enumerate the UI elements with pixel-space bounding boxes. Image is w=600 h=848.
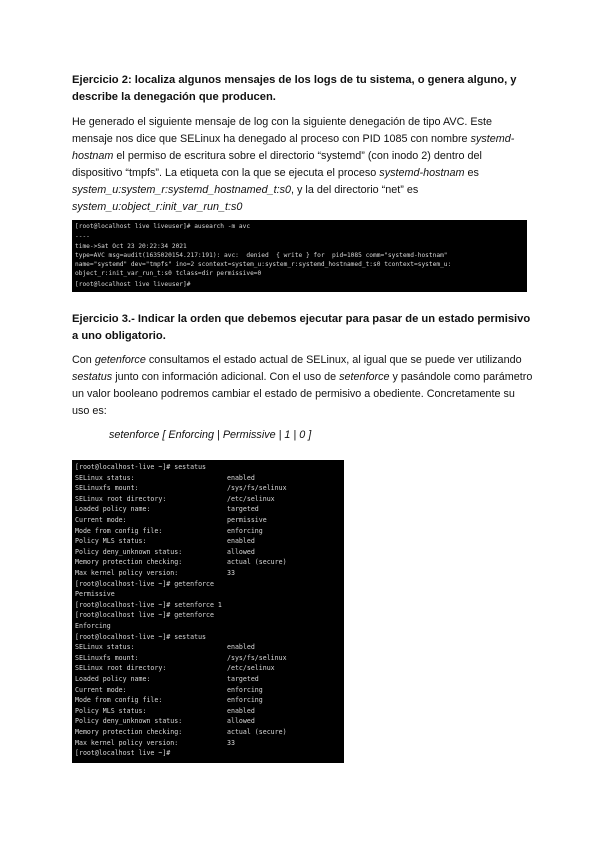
terminal-key: Current mode: (75, 685, 127, 694)
exercise2-body-run: system_u:system_r:systemd_hostnamed_t:s0 (72, 184, 292, 196)
terminal-key: [root@localhost live ~]# getenforce (75, 611, 214, 620)
exercise3-body-run: sestatus (72, 371, 113, 383)
exercise-3-description (72, 352, 534, 420)
terminal-line (75, 580, 343, 590)
terminal-key: Loaded policy name: (75, 505, 151, 514)
terminal-line (75, 611, 343, 621)
terminal-key: [root@localhost-live ~]# sestatus (75, 463, 207, 471)
terminal-key: [root@localhost-live ~]# setenforce 1 (75, 600, 222, 609)
terminal-key: Memory protection checking: (75, 728, 183, 736)
terminal-value: /sys/fs/selinux (227, 653, 287, 662)
terminal-value: allowed (227, 717, 255, 726)
terminal-line (75, 548, 343, 558)
terminal-line (75, 654, 343, 664)
terminal-line (75, 537, 343, 547)
terminal-line (75, 505, 343, 515)
terminal-key: [root@localhost-live ~]# getenforce (75, 579, 214, 588)
exercise2-body-run: He generado el siguiente mensaje de log con la siguiente denegación de tipo AVC. Este mensaje nos dice que SELinux ha denegado al proceso con PID 1085 con nombre (72, 116, 492, 145)
terminal-line (75, 686, 343, 696)
terminal-key: Permissive (75, 590, 115, 599)
terminal-line: [root@localhost live liveuser]# (75, 281, 195, 288)
terminal-line: [root@localhost live liveuser]# ausearch -m avc (75, 223, 251, 230)
terminal-value: targeted (227, 675, 259, 683)
terminal-value: enabled (227, 473, 255, 482)
exercise3-body-run: Con (72, 354, 95, 366)
terminal-line: type=AVC msg=audit(1635020154.217:191): avc: denied { write } for pid=1085 comm="systemd-hostnam" (75, 252, 448, 259)
terminal-line (75, 463, 343, 473)
exercise3-body-run: getenforce (94, 354, 146, 366)
terminal-value: enforcing (227, 696, 263, 705)
terminal-line (75, 707, 343, 717)
terminal-key: Max kernel policy version: (75, 738, 179, 747)
setenforce-usage: setenforce [ Enforcing | Permissive | 1 | 0 ] (109, 429, 312, 441)
terminal-value: permissive (227, 516, 267, 524)
terminal-key: Max kernel policy version: (75, 569, 179, 577)
exercise2-body-run: systemd-hostnam (72, 133, 515, 162)
exercise2-body-run: , y la del directorio “net” es (291, 184, 419, 196)
terminal-line (75, 664, 343, 674)
terminal-line (75, 601, 343, 611)
exercise-2-title: Ejercicio 2: localiza algunos mensajes de los logs de tu sistema, o genera alguno, y describe la denegación que producen. (72, 74, 517, 103)
terminal-key: SELinuxfs mount: (75, 484, 139, 493)
terminal-line (75, 569, 343, 579)
terminal-value: actual (secure) (227, 728, 287, 736)
exercise3-body-run: junto con información adicional. Con el uso de (112, 371, 340, 383)
exercise3-body-run: setenforce (339, 371, 390, 383)
terminal-line (75, 622, 343, 632)
terminal-key: SELinux status: (75, 473, 135, 482)
terminal-value: 33 (227, 738, 235, 747)
terminal-line (75, 717, 343, 727)
terminal-value: enabled (227, 537, 255, 546)
terminal-value: enabled (227, 643, 255, 652)
terminal-value: allowed (227, 547, 255, 556)
terminal-key: Current mode: (75, 516, 127, 524)
terminal-line (75, 590, 343, 600)
terminal-screenshot-sestatus (72, 460, 344, 763)
terminal-line (75, 516, 343, 526)
terminal-key: SELinux root directory: (75, 494, 167, 503)
terminal-line (75, 739, 343, 749)
exercise2-body-run: systemd-hostnam (379, 167, 465, 179)
terminal-line (75, 696, 343, 706)
terminal-line (75, 495, 343, 505)
exercise2-body-run: el permiso de escritura sobre el directorio “systemd” (con inodo 2) dentro del dispositivo “tmpfs”. La etiqueta con la que se ejecuta el proceso (72, 150, 482, 179)
terminal-key: Policy deny_unknown status: (75, 547, 183, 556)
terminal-line (75, 728, 343, 738)
exercise3-body-run: consultamos el estado actual de SELinux, al igual que se puede ver utilizando (145, 354, 522, 366)
exercise2-body-run: es (464, 167, 479, 179)
terminal-value: actual (secure) (227, 558, 287, 567)
terminal-line (75, 675, 343, 685)
terminal-screenshot-ausearch (72, 220, 527, 292)
terminal-line (75, 484, 343, 494)
exercise-3-title: Ejercicio 3.- Indicar la orden que debemos ejecutar para pasar de un estado permisivo a uno obligatorio. (72, 313, 531, 342)
exercise2-body-run: system_u:object_r:init_var_run_t:s0 (72, 201, 243, 213)
terminal-value: /etc/selinux (227, 664, 275, 673)
terminal-line: ---- (75, 233, 90, 240)
terminal-key: Memory protection checking: (75, 558, 183, 567)
terminal-key: SELinuxfs mount: (75, 653, 139, 662)
terminal-key: [root@localhost-live ~]# sestatus (75, 632, 207, 641)
terminal-key: [root@localhost live ~]# (75, 749, 175, 758)
terminal-line: name="systemd" dev="tmpfs" ino=2 scontext=system_u:system_r:systemd_hostnamed_t:s0 tcontext=system_u: (75, 261, 452, 268)
terminal-line (75, 633, 343, 643)
terminal-line: object_r:init_var_run_t:s0 tclass=dir permissive=0 (75, 270, 262, 277)
terminal-key: Mode from config file: (75, 526, 163, 535)
terminal-line (75, 527, 343, 537)
terminal-key: Enforcing (75, 622, 111, 630)
terminal-value: 33 (227, 569, 235, 577)
terminal-key: SELinux root directory: (75, 664, 167, 673)
terminal-key: Loaded policy name: (75, 675, 151, 683)
terminal-line (75, 558, 343, 568)
terminal-key: Policy MLS status: (75, 537, 147, 546)
terminal-line (75, 474, 343, 484)
terminal-value: /etc/selinux (227, 494, 275, 503)
terminal-line (75, 749, 343, 759)
terminal-key: SELinux status: (75, 643, 135, 652)
terminal-line (75, 643, 343, 653)
terminal-line: time->Sat Oct 23 20:22:34 2021 (75, 243, 187, 250)
terminal-value: enabled (227, 706, 255, 715)
exercise-2-description (72, 114, 534, 216)
terminal-value: targeted (227, 505, 259, 514)
terminal-key: Policy MLS status: (75, 706, 147, 715)
terminal-key: Policy deny_unknown status: (75, 717, 183, 726)
terminal-value: enforcing (227, 685, 263, 694)
exercise3-body-run: y pasándole como parámetro un valor booleano podremos cambiar el estado de permisivo a obediente. Concretamente su uso es: (72, 371, 533, 417)
terminal-value: enforcing (227, 526, 263, 535)
terminal-value: /sys/fs/selinux (227, 484, 287, 493)
terminal-key: Mode from config file: (75, 696, 163, 705)
